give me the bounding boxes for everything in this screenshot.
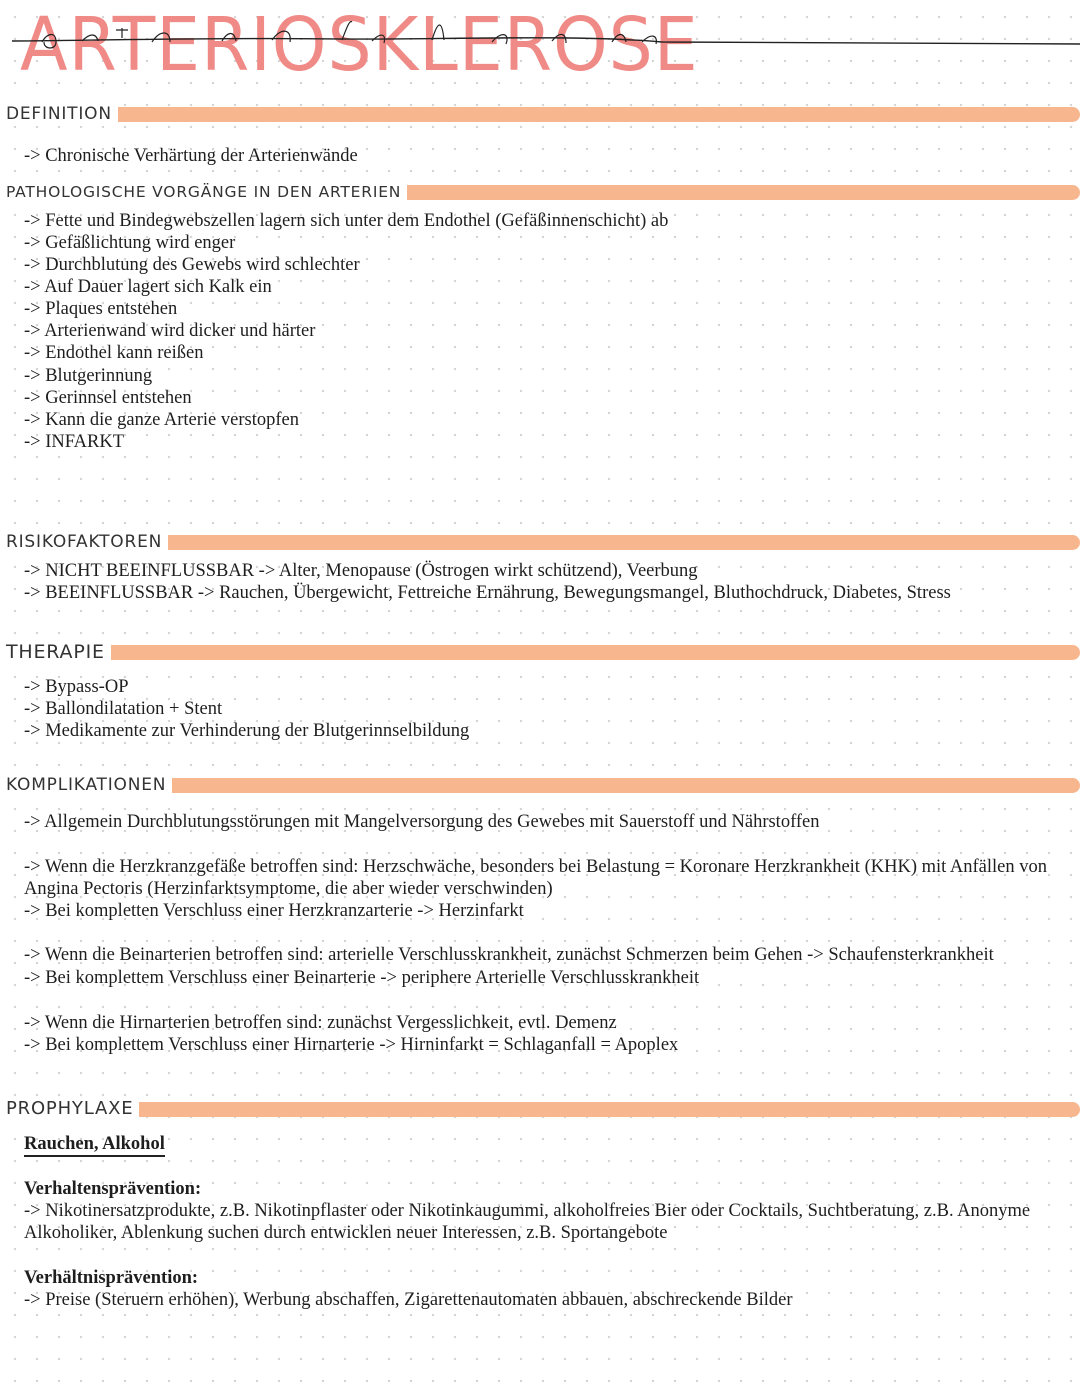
section-stripe	[0, 645, 1080, 660]
list-item: -> Arterienwand wird dicker und härter	[24, 321, 316, 341]
section-heading: DEFINITION	[0, 102, 118, 126]
list-item: -> Bei komplettem Verschluss einer Beinarterie -> periphere Arterielle Verschlusskrankheit	[24, 968, 700, 988]
section-stripe	[0, 1102, 1080, 1117]
section-header-komplikationen	[0, 773, 1080, 797]
list-item: -> Wenn die Beinarterien betroffen sind: arterielle Verschlusskrankheit, zunächst Schmerzen beim Gehen -> Schaufensterkrankheit	[24, 945, 994, 965]
list-item: -> Blutgerinnung	[24, 366, 153, 386]
section-heading: THERAPIE	[0, 640, 111, 664]
list-item: -> Gerinnsel entstehen	[24, 388, 192, 408]
list-item: -> Plaques entstehen	[24, 299, 178, 319]
section-header-prophylaxe	[0, 1097, 1080, 1121]
section-heading: RISIKOFAKTOREN	[0, 530, 168, 554]
section-header-definition	[0, 102, 1080, 126]
verhaltenspraevention-text: -> Nikotinersatzprodukte, z.B. Nikotinpflaster oder Nikotinkaugummi, alkoholfreies Bier oder Cocktails, Suchtberatung, z.B. Anonyme Alkoholiker, Ablenkung suchen durch entwicklen neuer Interessen, z.B. Sportangebote	[24, 1201, 1031, 1243]
verhaltenspraevention-heading: Verhaltensprävention:	[24, 1179, 202, 1199]
section-header-pathologie	[0, 180, 1080, 204]
list-item: -> Fette und Bindegwebszellen lagern sich unter dem Endothel (Gefäßinnenschicht) ab	[24, 211, 669, 231]
page-title: ARTERIOSKLEROSE	[20, 2, 699, 88]
list-item: -> NICHT BEEINFLUSSBAR -> Alter, Menopause (Östrogen wirkt schützend), Veerbung	[24, 561, 698, 581]
list-item: -> Wenn die Herzkranzgefäße betroffen sind: Herzschwäche, besonders bei Belastung = Koronare Herzkrankheit (KHK) mit Anfällen von Angina Pectoris (Herzinfarktsymptome, die aber wieder verschwinden)	[24, 857, 1047, 899]
verhaeltnispraevention-text: -> Preise (Steruern erhöhen), Werbung abschaffen, Zigarettenautomaten abbauen, abschreckende Bilder	[24, 1290, 793, 1310]
list-item: -> Ballondilatation + Stent	[24, 699, 223, 719]
list-item: -> BEEINFLUSSBAR -> Rauchen, Übergewicht, Fettreiche Ernährung, Bewegungsmangel, Bluthochdruck, Diabetes, Stress	[24, 583, 951, 603]
list-item: -> Durchblutung des Gewebs wird schlechter	[24, 255, 360, 275]
list-item: -> INFARKT	[24, 432, 125, 452]
list-item: -> Wenn die Hirnarterien betroffen sind: zunächst Vergesslichkeit, evtl. Demenz	[24, 1013, 617, 1033]
list-item: -> Medikamente zur Verhinderung der Blutgerinnselbildung	[24, 721, 470, 741]
section-heading: KOMPLIKATIONEN	[0, 773, 172, 797]
section-heading: PATHOLOGISCHE VORGÄNGE IN DEN ARTERIEN	[0, 180, 407, 204]
list-item: -> Kann die ganze Arterie verstopfen	[24, 410, 299, 430]
list-item: -> Bypass-OP	[24, 677, 129, 697]
list-item: -> Allgemein Durchblutungsstörungen mit Mangelversorgung des Gewebes mit Sauerstoff und Nährstoffen	[24, 812, 820, 832]
prophylaxe-subheading-wrapper	[24, 1133, 165, 1155]
verhaeltnispraevention-heading: Verhältnisprävention:	[24, 1268, 199, 1288]
section-header-risikofaktoren	[0, 530, 1080, 554]
section-stripe	[0, 107, 1080, 122]
list-item: -> Bei kompletten Verschluss einer Herzkranzarterie -> Herzinfarkt	[24, 901, 524, 921]
list-item: -> Gefäßlichtung wird enger	[24, 233, 236, 253]
section-header-therapie	[0, 640, 1080, 664]
section-heading: PROPHYLAXE	[0, 1097, 139, 1121]
handwritten-title-overlay	[12, 0, 1080, 80]
list-item: -> Endothel kann reißen	[24, 343, 204, 363]
list-item: -> Auf Dauer lagert sich Kalk ein	[24, 277, 272, 297]
list-item: -> Bei komplettem Verschluss einer Hirnarterie -> Hirninfarkt = Schlaganfall = Apoplex	[24, 1035, 679, 1055]
prophylaxe-subheading: Rauchen, Alkohol	[24, 1134, 165, 1157]
definition-text: -> Chronische Verhärtung der Arterienwände	[24, 146, 358, 166]
